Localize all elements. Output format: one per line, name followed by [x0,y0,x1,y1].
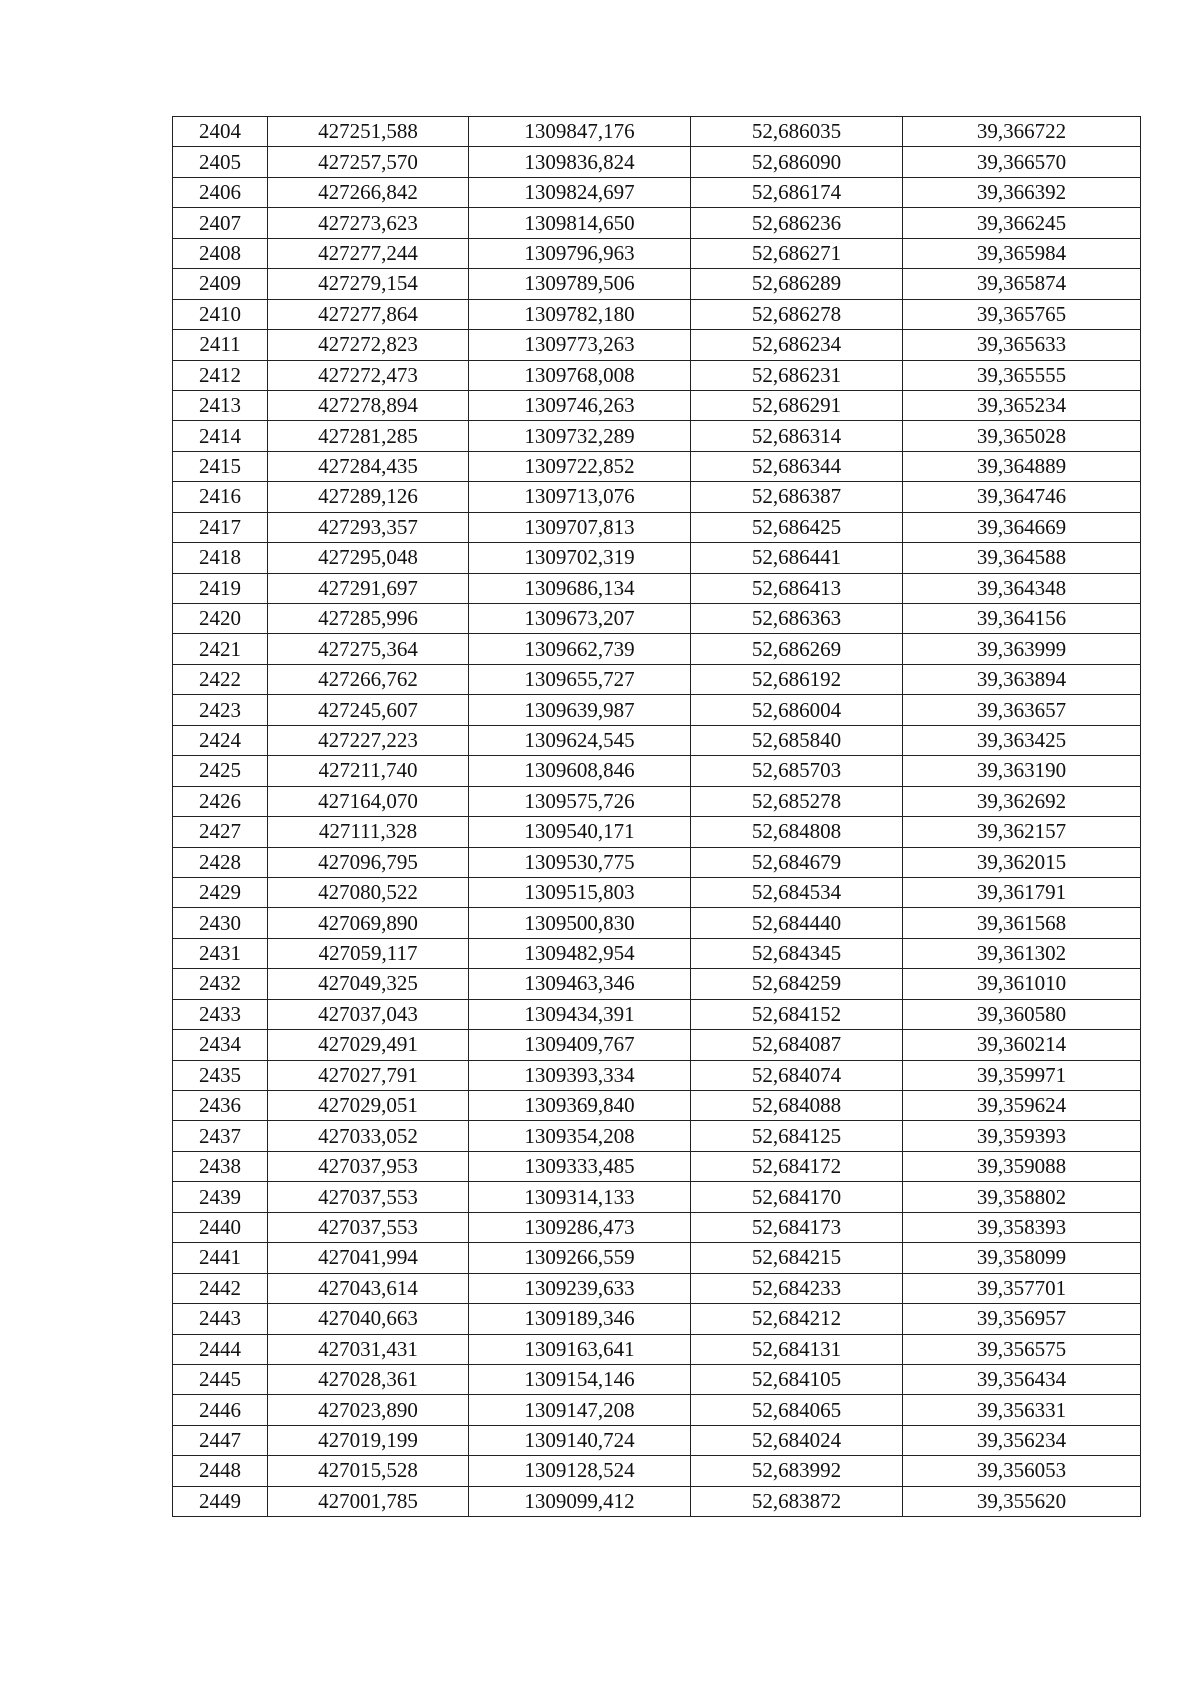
y-coordinate-cell: 1309500,830 [469,908,691,938]
point-number-cell: 2424 [173,725,268,755]
point-number-cell: 2434 [173,1030,268,1060]
table-row [173,664,1141,694]
y-coordinate-cell: 1309354,208 [469,1121,691,1151]
point-number-cell: 2418 [173,543,268,573]
x-coordinate-cell: 427023,890 [268,1395,469,1425]
point-number-cell: 2409 [173,269,268,299]
table-row [173,147,1141,177]
point-number-cell: 2425 [173,756,268,786]
table-row [173,543,1141,573]
x-coordinate-cell: 427037,553 [268,1212,469,1242]
x-coordinate-cell: 427272,823 [268,330,469,360]
y-coordinate-cell: 1309515,803 [469,877,691,907]
longitude-cell: 39,364156 [903,604,1141,634]
x-coordinate-cell: 427049,325 [268,969,469,999]
longitude-cell: 39,356331 [903,1395,1141,1425]
table-row [173,1273,1141,1303]
point-number-cell: 2413 [173,390,268,420]
y-coordinate-cell: 1309608,846 [469,756,691,786]
y-coordinate-cell: 1309773,263 [469,330,691,360]
table-row [173,786,1141,816]
latitude-cell: 52,686425 [691,512,903,542]
longitude-cell: 39,365555 [903,360,1141,390]
latitude-cell: 52,686413 [691,573,903,603]
latitude-cell: 52,684345 [691,938,903,968]
table-row [173,208,1141,238]
y-coordinate-cell: 1309722,852 [469,451,691,481]
table-row [173,756,1141,786]
latitude-cell: 52,684215 [691,1243,903,1273]
x-coordinate-cell: 427027,791 [268,1060,469,1090]
point-number-cell: 2419 [173,573,268,603]
longitude-cell: 39,359393 [903,1121,1141,1151]
point-number-cell: 2404 [173,117,268,147]
longitude-cell: 39,356575 [903,1334,1141,1364]
table-row [173,238,1141,268]
table-row [173,1304,1141,1334]
x-coordinate-cell: 427295,048 [268,543,469,573]
coordinates-table [172,116,1141,1517]
latitude-cell: 52,684233 [691,1273,903,1303]
latitude-cell: 52,686236 [691,208,903,238]
x-coordinate-cell: 427293,357 [268,512,469,542]
y-coordinate-cell: 1309824,697 [469,177,691,207]
y-coordinate-cell: 1309796,963 [469,238,691,268]
x-coordinate-cell: 427037,953 [268,1151,469,1181]
latitude-cell: 52,685840 [691,725,903,755]
longitude-cell: 39,355620 [903,1486,1141,1516]
x-coordinate-cell: 427277,864 [268,299,469,329]
point-number-cell: 2422 [173,664,268,694]
point-number-cell: 2411 [173,330,268,360]
table-row [173,1456,1141,1486]
x-coordinate-cell: 427041,994 [268,1243,469,1273]
table-row [173,421,1141,451]
x-coordinate-cell: 427278,894 [268,390,469,420]
y-coordinate-cell: 1309732,289 [469,421,691,451]
table-row [173,1395,1141,1425]
longitude-cell: 39,356434 [903,1364,1141,1394]
point-number-cell: 2447 [173,1425,268,1455]
x-coordinate-cell: 427001,785 [268,1486,469,1516]
latitude-cell: 52,684131 [691,1334,903,1364]
x-coordinate-cell: 427043,614 [268,1273,469,1303]
table-row [173,847,1141,877]
point-number-cell: 2433 [173,999,268,1029]
point-number-cell: 2440 [173,1212,268,1242]
y-coordinate-cell: 1309836,824 [469,147,691,177]
latitude-cell: 52,686441 [691,543,903,573]
point-number-cell: 2427 [173,817,268,847]
latitude-cell: 52,684808 [691,817,903,847]
latitude-cell: 52,686192 [691,664,903,694]
x-coordinate-cell: 427069,890 [268,908,469,938]
longitude-cell: 39,359971 [903,1060,1141,1090]
table-row [173,512,1141,542]
table-row [173,1486,1141,1516]
y-coordinate-cell: 1309540,171 [469,817,691,847]
y-coordinate-cell: 1309814,650 [469,208,691,238]
longitude-cell: 39,359624 [903,1091,1141,1121]
point-number-cell: 2420 [173,604,268,634]
longitude-cell: 39,359088 [903,1151,1141,1181]
y-coordinate-cell: 1309266,559 [469,1243,691,1273]
x-coordinate-cell: 427285,996 [268,604,469,634]
x-coordinate-cell: 427037,553 [268,1182,469,1212]
x-coordinate-cell: 427029,491 [268,1030,469,1060]
point-number-cell: 2441 [173,1243,268,1273]
longitude-cell: 39,363894 [903,664,1141,694]
latitude-cell: 52,683872 [691,1486,903,1516]
longitude-cell: 39,363657 [903,695,1141,725]
x-coordinate-cell: 427029,051 [268,1091,469,1121]
point-number-cell: 2445 [173,1364,268,1394]
longitude-cell: 39,362692 [903,786,1141,816]
table-row [173,451,1141,481]
longitude-cell: 39,364889 [903,451,1141,481]
x-coordinate-cell: 427040,663 [268,1304,469,1334]
longitude-cell: 39,364669 [903,512,1141,542]
point-number-cell: 2436 [173,1091,268,1121]
table-row [173,1151,1141,1181]
table-row [173,299,1141,329]
x-coordinate-cell: 427033,052 [268,1121,469,1151]
longitude-cell: 39,364348 [903,573,1141,603]
latitude-cell: 52,686291 [691,390,903,420]
latitude-cell: 52,684088 [691,1091,903,1121]
table-row [173,908,1141,938]
latitude-cell: 52,684440 [691,908,903,938]
table-row [173,1121,1141,1151]
point-number-cell: 2416 [173,482,268,512]
table-row [173,1334,1141,1364]
table-row [173,360,1141,390]
table-row [173,817,1141,847]
longitude-cell: 39,356957 [903,1304,1141,1334]
latitude-cell: 52,684212 [691,1304,903,1334]
longitude-cell: 39,360214 [903,1030,1141,1060]
point-number-cell: 2429 [173,877,268,907]
latitude-cell: 52,684024 [691,1425,903,1455]
x-coordinate-cell: 427289,126 [268,482,469,512]
x-coordinate-cell: 427245,607 [268,695,469,725]
longitude-cell: 39,366392 [903,177,1141,207]
table-row [173,1060,1141,1090]
longitude-cell: 39,362015 [903,847,1141,877]
latitude-cell: 52,684679 [691,847,903,877]
table-row [173,330,1141,360]
point-number-cell: 2432 [173,969,268,999]
x-coordinate-cell: 427028,361 [268,1364,469,1394]
point-number-cell: 2449 [173,1486,268,1516]
longitude-cell: 39,366722 [903,117,1141,147]
table-row [173,604,1141,634]
x-coordinate-cell: 427031,431 [268,1334,469,1364]
table-row [173,1182,1141,1212]
longitude-cell: 39,365984 [903,238,1141,268]
point-number-cell: 2405 [173,147,268,177]
latitude-cell: 52,686234 [691,330,903,360]
y-coordinate-cell: 1309847,176 [469,117,691,147]
table-row [173,177,1141,207]
latitude-cell: 52,686004 [691,695,903,725]
y-coordinate-cell: 1309702,319 [469,543,691,573]
latitude-cell: 52,684074 [691,1060,903,1090]
x-coordinate-cell: 427015,528 [268,1456,469,1486]
latitude-cell: 52,685278 [691,786,903,816]
y-coordinate-cell: 1309482,954 [469,938,691,968]
y-coordinate-cell: 1309099,412 [469,1486,691,1516]
y-coordinate-cell: 1309639,987 [469,695,691,725]
table-row [173,634,1141,664]
x-coordinate-cell: 427019,199 [268,1425,469,1455]
longitude-cell: 39,364746 [903,482,1141,512]
point-number-cell: 2431 [173,938,268,968]
longitude-cell: 39,360580 [903,999,1141,1029]
y-coordinate-cell: 1309154,146 [469,1364,691,1394]
y-coordinate-cell: 1309369,840 [469,1091,691,1121]
longitude-cell: 39,363425 [903,725,1141,755]
x-coordinate-cell: 427277,244 [268,238,469,268]
y-coordinate-cell: 1309575,726 [469,786,691,816]
longitude-cell: 39,365765 [903,299,1141,329]
y-coordinate-cell: 1309707,813 [469,512,691,542]
latitude-cell: 52,684105 [691,1364,903,1394]
latitude-cell: 52,686271 [691,238,903,268]
longitude-cell: 39,361568 [903,908,1141,938]
table-row [173,269,1141,299]
latitude-cell: 52,686090 [691,147,903,177]
point-number-cell: 2448 [173,1456,268,1486]
y-coordinate-cell: 1309686,134 [469,573,691,603]
latitude-cell: 52,684170 [691,1182,903,1212]
table-row [173,938,1141,968]
x-coordinate-cell: 427273,623 [268,208,469,238]
latitude-cell: 52,686231 [691,360,903,390]
x-coordinate-cell: 427281,285 [268,421,469,451]
x-coordinate-cell: 427037,043 [268,999,469,1029]
point-number-cell: 2443 [173,1304,268,1334]
point-number-cell: 2408 [173,238,268,268]
latitude-cell: 52,686035 [691,117,903,147]
y-coordinate-cell: 1309624,545 [469,725,691,755]
x-coordinate-cell: 427266,842 [268,177,469,207]
longitude-cell: 39,356234 [903,1425,1141,1455]
point-number-cell: 2412 [173,360,268,390]
longitude-cell: 39,365874 [903,269,1141,299]
point-number-cell: 2426 [173,786,268,816]
longitude-cell: 39,363999 [903,634,1141,664]
x-coordinate-cell: 427080,522 [268,877,469,907]
point-number-cell: 2423 [173,695,268,725]
longitude-cell: 39,361010 [903,969,1141,999]
table-row [173,969,1141,999]
longitude-cell: 39,358802 [903,1182,1141,1212]
latitude-cell: 52,686387 [691,482,903,512]
point-number-cell: 2421 [173,634,268,664]
y-coordinate-cell: 1309140,724 [469,1425,691,1455]
point-number-cell: 2439 [173,1182,268,1212]
latitude-cell: 52,686269 [691,634,903,664]
x-coordinate-cell: 427275,364 [268,634,469,664]
latitude-cell: 52,686278 [691,299,903,329]
y-coordinate-cell: 1309147,208 [469,1395,691,1425]
y-coordinate-cell: 1309434,391 [469,999,691,1029]
longitude-cell: 39,365234 [903,390,1141,420]
latitude-cell: 52,686174 [691,177,903,207]
table-row [173,877,1141,907]
y-coordinate-cell: 1309463,346 [469,969,691,999]
latitude-cell: 52,684172 [691,1151,903,1181]
x-coordinate-cell: 427096,795 [268,847,469,877]
y-coordinate-cell: 1309239,633 [469,1273,691,1303]
y-coordinate-cell: 1309286,473 [469,1212,691,1242]
y-coordinate-cell: 1309655,727 [469,664,691,694]
latitude-cell: 52,686363 [691,604,903,634]
table-row [173,390,1141,420]
latitude-cell: 52,684087 [691,1030,903,1060]
x-coordinate-cell: 427211,740 [268,756,469,786]
x-coordinate-cell: 427111,328 [268,817,469,847]
y-coordinate-cell: 1309409,767 [469,1030,691,1060]
table-row [173,1030,1141,1060]
table-row [173,1364,1141,1394]
x-coordinate-cell: 427251,588 [268,117,469,147]
y-coordinate-cell: 1309673,207 [469,604,691,634]
point-number-cell: 2417 [173,512,268,542]
latitude-cell: 52,686344 [691,451,903,481]
x-coordinate-cell: 427279,154 [268,269,469,299]
longitude-cell: 39,358099 [903,1243,1141,1273]
x-coordinate-cell: 427284,435 [268,451,469,481]
point-number-cell: 2444 [173,1334,268,1364]
point-number-cell: 2437 [173,1121,268,1151]
x-coordinate-cell: 427059,117 [268,938,469,968]
longitude-cell: 39,366245 [903,208,1141,238]
latitude-cell: 52,684259 [691,969,903,999]
y-coordinate-cell: 1309530,775 [469,847,691,877]
table-row [173,695,1141,725]
y-coordinate-cell: 1309189,346 [469,1304,691,1334]
x-coordinate-cell: 427266,762 [268,664,469,694]
y-coordinate-cell: 1309662,739 [469,634,691,664]
y-coordinate-cell: 1309713,076 [469,482,691,512]
table-row [173,999,1141,1029]
table-row [173,1243,1141,1273]
table-row [173,725,1141,755]
point-number-cell: 2438 [173,1151,268,1181]
y-coordinate-cell: 1309768,008 [469,360,691,390]
y-coordinate-cell: 1309128,524 [469,1456,691,1486]
latitude-cell: 52,684534 [691,877,903,907]
y-coordinate-cell: 1309163,641 [469,1334,691,1364]
point-number-cell: 2414 [173,421,268,451]
longitude-cell: 39,366570 [903,147,1141,177]
y-coordinate-cell: 1309789,506 [469,269,691,299]
y-coordinate-cell: 1309746,263 [469,390,691,420]
x-coordinate-cell: 427227,223 [268,725,469,755]
longitude-cell: 39,365028 [903,421,1141,451]
x-coordinate-cell: 427291,697 [268,573,469,603]
point-number-cell: 2410 [173,299,268,329]
table-row [173,1091,1141,1121]
latitude-cell: 52,685703 [691,756,903,786]
latitude-cell: 52,683992 [691,1456,903,1486]
longitude-cell: 39,361302 [903,938,1141,968]
y-coordinate-cell: 1309314,133 [469,1182,691,1212]
latitude-cell: 52,684065 [691,1395,903,1425]
longitude-cell: 39,361791 [903,877,1141,907]
longitude-cell: 39,365633 [903,330,1141,360]
latitude-cell: 52,684125 [691,1121,903,1151]
point-number-cell: 2442 [173,1273,268,1303]
longitude-cell: 39,356053 [903,1456,1141,1486]
y-coordinate-cell: 1309782,180 [469,299,691,329]
latitude-cell: 52,684173 [691,1212,903,1242]
point-number-cell: 2430 [173,908,268,938]
x-coordinate-cell: 427272,473 [268,360,469,390]
point-number-cell: 2428 [173,847,268,877]
latitude-cell: 52,686289 [691,269,903,299]
point-number-cell: 2435 [173,1060,268,1090]
latitude-cell: 52,686314 [691,421,903,451]
longitude-cell: 39,363190 [903,756,1141,786]
y-coordinate-cell: 1309333,485 [469,1151,691,1181]
x-coordinate-cell: 427164,070 [268,786,469,816]
y-coordinate-cell: 1309393,334 [469,1060,691,1090]
longitude-cell: 39,364588 [903,543,1141,573]
table-row [173,482,1141,512]
latitude-cell: 52,684152 [691,999,903,1029]
table-row [173,117,1141,147]
longitude-cell: 39,357701 [903,1273,1141,1303]
longitude-cell: 39,358393 [903,1212,1141,1242]
table-row [173,573,1141,603]
longitude-cell: 39,362157 [903,817,1141,847]
table-row [173,1425,1141,1455]
x-coordinate-cell: 427257,570 [268,147,469,177]
table-row [173,1212,1141,1242]
coordinates-table-body [173,117,1141,1517]
point-number-cell: 2406 [173,177,268,207]
point-number-cell: 2415 [173,451,268,481]
point-number-cell: 2446 [173,1395,268,1425]
point-number-cell: 2407 [173,208,268,238]
